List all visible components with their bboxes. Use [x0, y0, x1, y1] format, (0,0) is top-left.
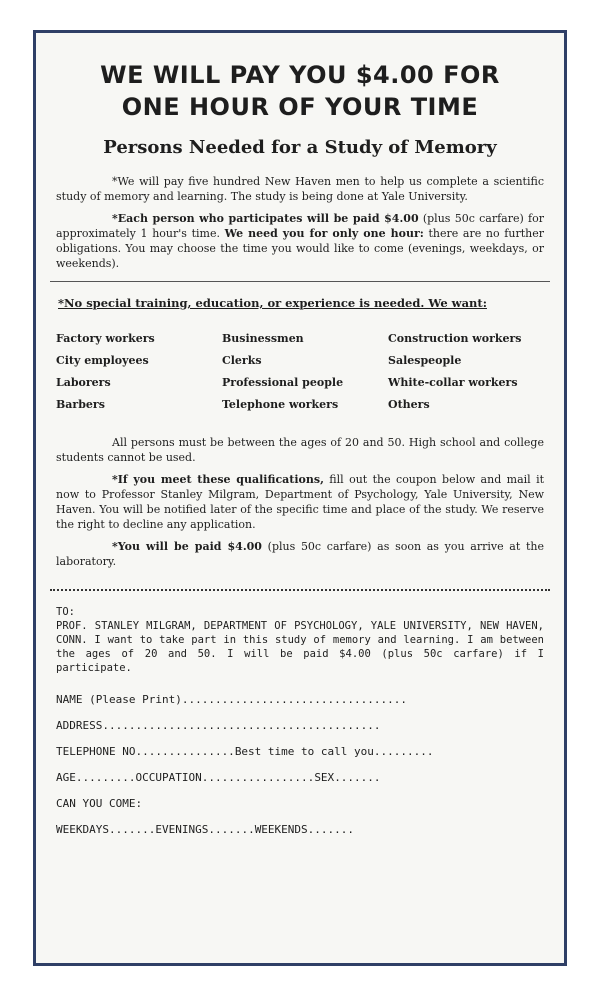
coupon-body: PROF. STANLEY MILGRAM, DEPARTMENT OF PSYCHOLOGY, YALE UNIVERSITY, NEW HAVEN, CONN. I want to take part in this study of memory and learning. I am between the ages of 20 and 50. I will be paid $4.00 (plus 50c carfare) if I participate.	[56, 620, 544, 674]
occupation-item: Barbers	[56, 398, 105, 411]
can-you-come-label: CAN YOU COME:	[56, 797, 143, 810]
headline-line-1: WE WILL PAY YOU $4.00 FOR	[100, 61, 500, 89]
newspaper-ad	[33, 30, 567, 966]
age-paragraph: All persons must be between the ages of 20 and 50. High school and college students cannot be used.	[56, 436, 544, 464]
occupation-item: Others	[388, 398, 430, 411]
apply-rest: fill out the coupon below and mail it now to Professor Stanley Milgram, Department of Psychology, Yale University, New Haven. You will be notified later of the specific time and place of the study. We reserve the right to decline any application.	[56, 473, 545, 531]
pay-end: there are no further obligations. You may choose the time you would like to come (evenings, weekdays, or weekends).	[56, 227, 544, 270]
occupation-label: OCCUPATION	[135, 771, 202, 784]
weekdays-fill-dots[interactable]: .......	[108, 823, 156, 836]
paid-bold: *You will be paid $4.00	[112, 540, 262, 553]
address-field-row[interactable]	[56, 713, 544, 739]
occupation-item: Professional people	[222, 376, 344, 389]
occupation-fill-dots[interactable]: .................	[201, 771, 315, 784]
pay-bold-2: We need you for only one hour:	[224, 227, 424, 240]
weekdays-label: WEEKDAYS	[56, 823, 109, 836]
evenings-label: EVENINGS	[155, 823, 209, 836]
pay-paragraph	[56, 211, 544, 271]
weekends-label: WEEKENDS	[254, 823, 308, 836]
occupation-item: Clerks	[222, 354, 262, 367]
pay-rest: (plus 50c carfare) for approximately 1 hour's time.	[56, 212, 544, 240]
subheadline: Persons Needed for a Study of Memory	[103, 137, 497, 158]
occupation-item: City employees	[56, 354, 149, 367]
name-field-row[interactable]	[56, 687, 544, 713]
headline-line-2: ONE HOUR OF YOUR TIME	[121, 93, 479, 121]
availability-row[interactable]	[56, 817, 544, 843]
telephone-fill-dots[interactable]: ..............	[142, 745, 235, 758]
requirements-line: *No special training, education, or experience is needed. We want:	[58, 296, 487, 310]
age-fill-dots[interactable]: .........	[75, 771, 136, 784]
address-fill-dots[interactable]: ..........................................	[102, 719, 381, 732]
weekends-fill-dots[interactable]: .......	[307, 823, 355, 836]
telephone-field-row[interactable]	[56, 739, 544, 765]
occupation-item: Businessmen	[222, 332, 304, 345]
occupation-item: Salespeople	[388, 354, 462, 367]
ad-content	[36, 33, 564, 963]
name-label: NAME (Please Print)	[56, 693, 182, 706]
evenings-fill-dots[interactable]: .......	[208, 823, 255, 836]
age-field-row[interactable]	[56, 765, 544, 791]
paid-rest: (plus 50c carfare) as soon as you arrive at the laboratory.	[56, 540, 544, 568]
apply-bold: *If you meet these qualifications,	[112, 473, 324, 486]
age-label: AGE	[56, 771, 76, 784]
occupation-item: White-collar workers	[388, 376, 518, 389]
name-fill-dots[interactable]: ..................................	[181, 693, 408, 706]
occupation-item: Factory workers	[56, 332, 155, 345]
sex-label: SEX	[314, 771, 335, 784]
occupation-item: Construction workers	[388, 332, 522, 345]
address-label: ADDRESS	[56, 719, 103, 732]
paid-paragraph	[56, 539, 544, 569]
best-time-label: Best time to call you	[234, 745, 374, 758]
intro-paragraph: *We will pay five hundred New Haven men to help us complete a scientific study of memory and learning. The study is being done at Yale University.	[56, 175, 544, 203]
sex-fill-dots[interactable]: .......	[334, 771, 381, 784]
occupation-item: Laborers	[56, 376, 111, 389]
best-time-fill-dots[interactable]: .........	[373, 745, 434, 758]
telephone-label: TELEPHONE NO.	[56, 745, 143, 758]
pay-bold: *Each person who participates will be paid $4.00	[112, 212, 419, 225]
occupation-list	[56, 332, 544, 411]
apply-paragraph	[56, 472, 544, 532]
coupon-to: TO:	[56, 606, 75, 618]
occupation-item: Telephone workers	[222, 398, 339, 411]
can-you-come-row	[56, 791, 544, 817]
